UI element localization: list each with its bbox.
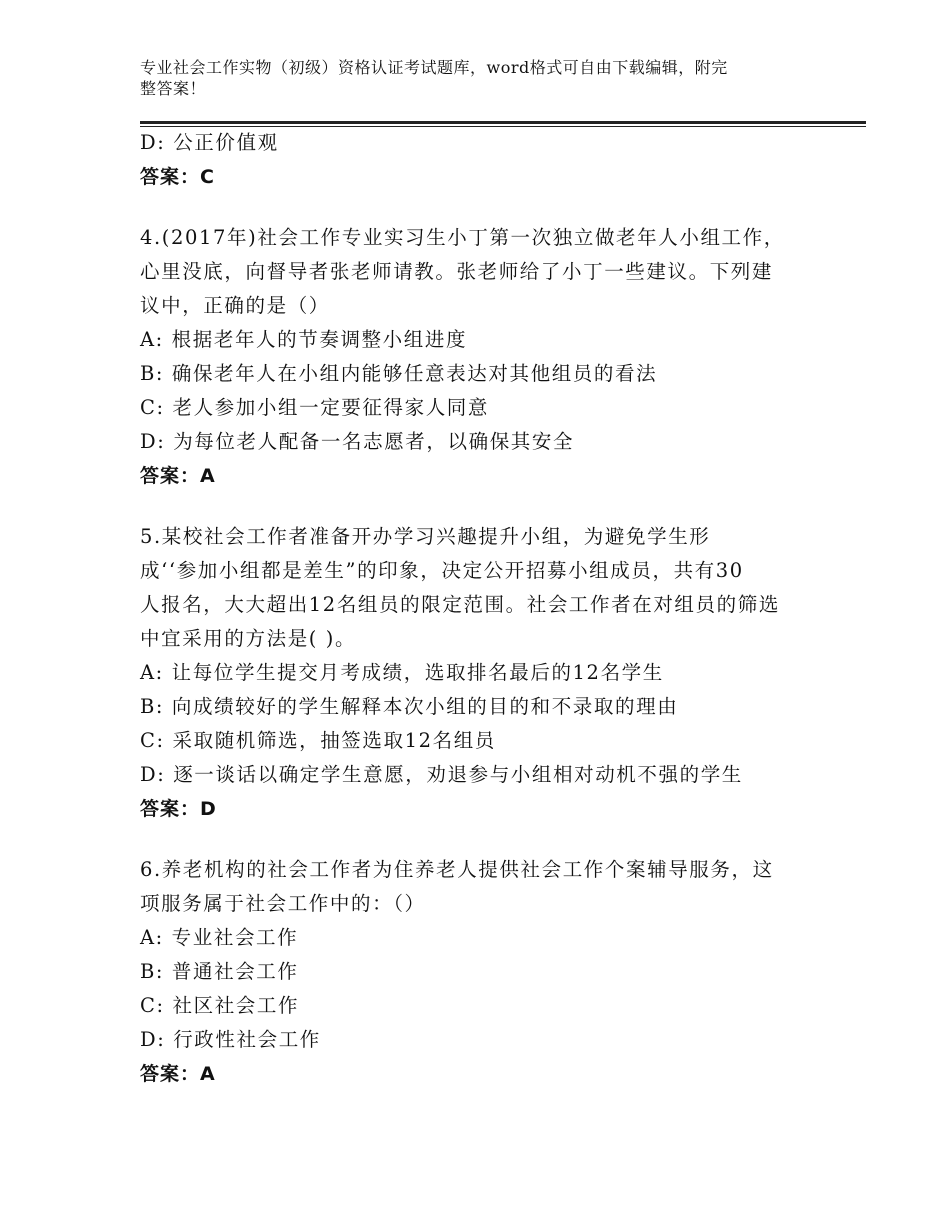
option-d: D: 逐一谈话以确定学生意愿，劝退参与小组相对动机不强的学生 (140, 763, 743, 786)
header-title-line-2: 整答案！ (140, 79, 207, 98)
question-stem-line: 项服务属于社会工作中的：（） (140, 892, 426, 915)
question-4 (140, 221, 810, 493)
question-stem-line: 议中，正确的是（） (140, 294, 330, 317)
question-stem-line: 6.养老机构的社会工作者为住养老人提供社会工作个案辅导服务，这 (140, 858, 774, 881)
answer-label: 答案：A (140, 1063, 216, 1085)
page-header (140, 57, 820, 99)
option-a: A: 专业社会工作 (140, 926, 299, 949)
answer-label: 答案：A (140, 465, 216, 487)
option-d: D: 行政性社会工作 (140, 1028, 321, 1051)
question-stem-line: 5.某校社会工作者准备开办学习兴趣提升小组，为避免学生形 (140, 525, 711, 548)
option-a: A: 让每位学生提交月考成绩，选取排名最后的12名学生 (140, 661, 664, 684)
answer-label: 答案：C (140, 166, 215, 188)
answer-label: 答案：D (140, 798, 217, 820)
option-c: C: 社区社会工作 (140, 994, 300, 1017)
option-c: C: 采取随机筛选，抽签选取12名组员 (140, 729, 496, 752)
question-content (140, 126, 810, 1091)
option-b: B: 向成绩较好的学生解释本次小组的目的和不录取的理由 (140, 695, 679, 718)
question-6 (140, 853, 810, 1091)
spacer (140, 826, 810, 853)
previous-question-tail (140, 126, 810, 194)
header-title-line-1: 专业社会工作实物（初级）资格认证考试题库，word格式可自由下载编辑，附完 (140, 58, 728, 77)
option-c: C: 老人参加小组一定要征得家人同意 (140, 396, 489, 419)
option-d: D: 公正价值观 (140, 131, 279, 154)
question-stem-line: 4.(2017年)社会工作专业实习生小丁第一次独立做老年人小组工作， (140, 226, 785, 249)
question-stem-line: 中宜采用的方法是( )。 (140, 627, 357, 650)
option-d: D: 为每位老人配备一名志愿者，以确保其安全 (140, 430, 575, 453)
option-a: A: 根据老年人的节奏调整小组进度 (140, 328, 468, 351)
question-stem-line: 心里没底，向督导者张老师请教。张老师给了小丁一些建议。下列建 (140, 260, 774, 283)
question-5 (140, 520, 810, 826)
spacer (140, 493, 810, 520)
question-stem-line: 人报名，大大超出12名组员的限定范围。社会工作者在对组员的筛选 (140, 593, 780, 616)
spacer (140, 194, 810, 221)
header-divider-thick (140, 121, 866, 124)
option-b: B: 确保老年人在小组内能够任意表达对其他组员的看法 (140, 362, 658, 385)
option-b: B: 普通社会工作 (140, 960, 299, 983)
question-stem-line: 成‘‘参加小组都是差生”的印象，决定公开招募小组成员，共有30 (140, 559, 744, 582)
